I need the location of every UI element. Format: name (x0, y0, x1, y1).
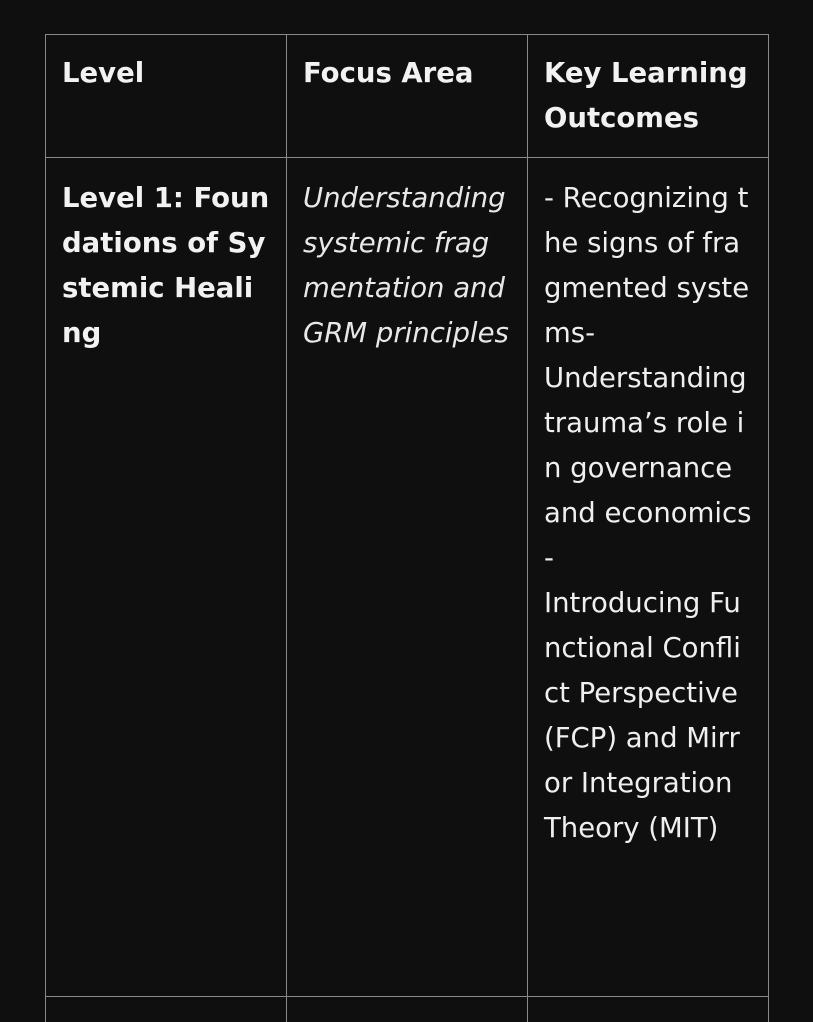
outcome-item: - Recognizing the signs of fragmented systems- (544, 182, 750, 349)
level-cell: Level 1: Foundations of Systemic Healing (46, 158, 287, 997)
header-key-learning-outcomes: Key Learning Outcomes (528, 35, 769, 158)
table-row-partial (46, 997, 769, 1022)
outcome-item: Introducing Functional Conflict Perspective (FCP) and Mirror Integration Theory (MIT) (544, 587, 741, 844)
curriculum-table (45, 34, 769, 1022)
outcome-item: Understanding trauma’s role in governance and economics- (544, 362, 752, 574)
header-level: Level (46, 35, 287, 158)
table-cell-empty (287, 997, 528, 1022)
header-focus-area: Focus Area (287, 35, 528, 158)
table-header-row (46, 35, 769, 158)
table-cell-empty (46, 997, 287, 1022)
table-row (46, 158, 769, 997)
key-learning-outcomes-cell (528, 158, 769, 997)
table-cell-empty (528, 997, 769, 1022)
focus-area-cell: Understanding systemic fragmentation and GRM principles (287, 158, 528, 997)
